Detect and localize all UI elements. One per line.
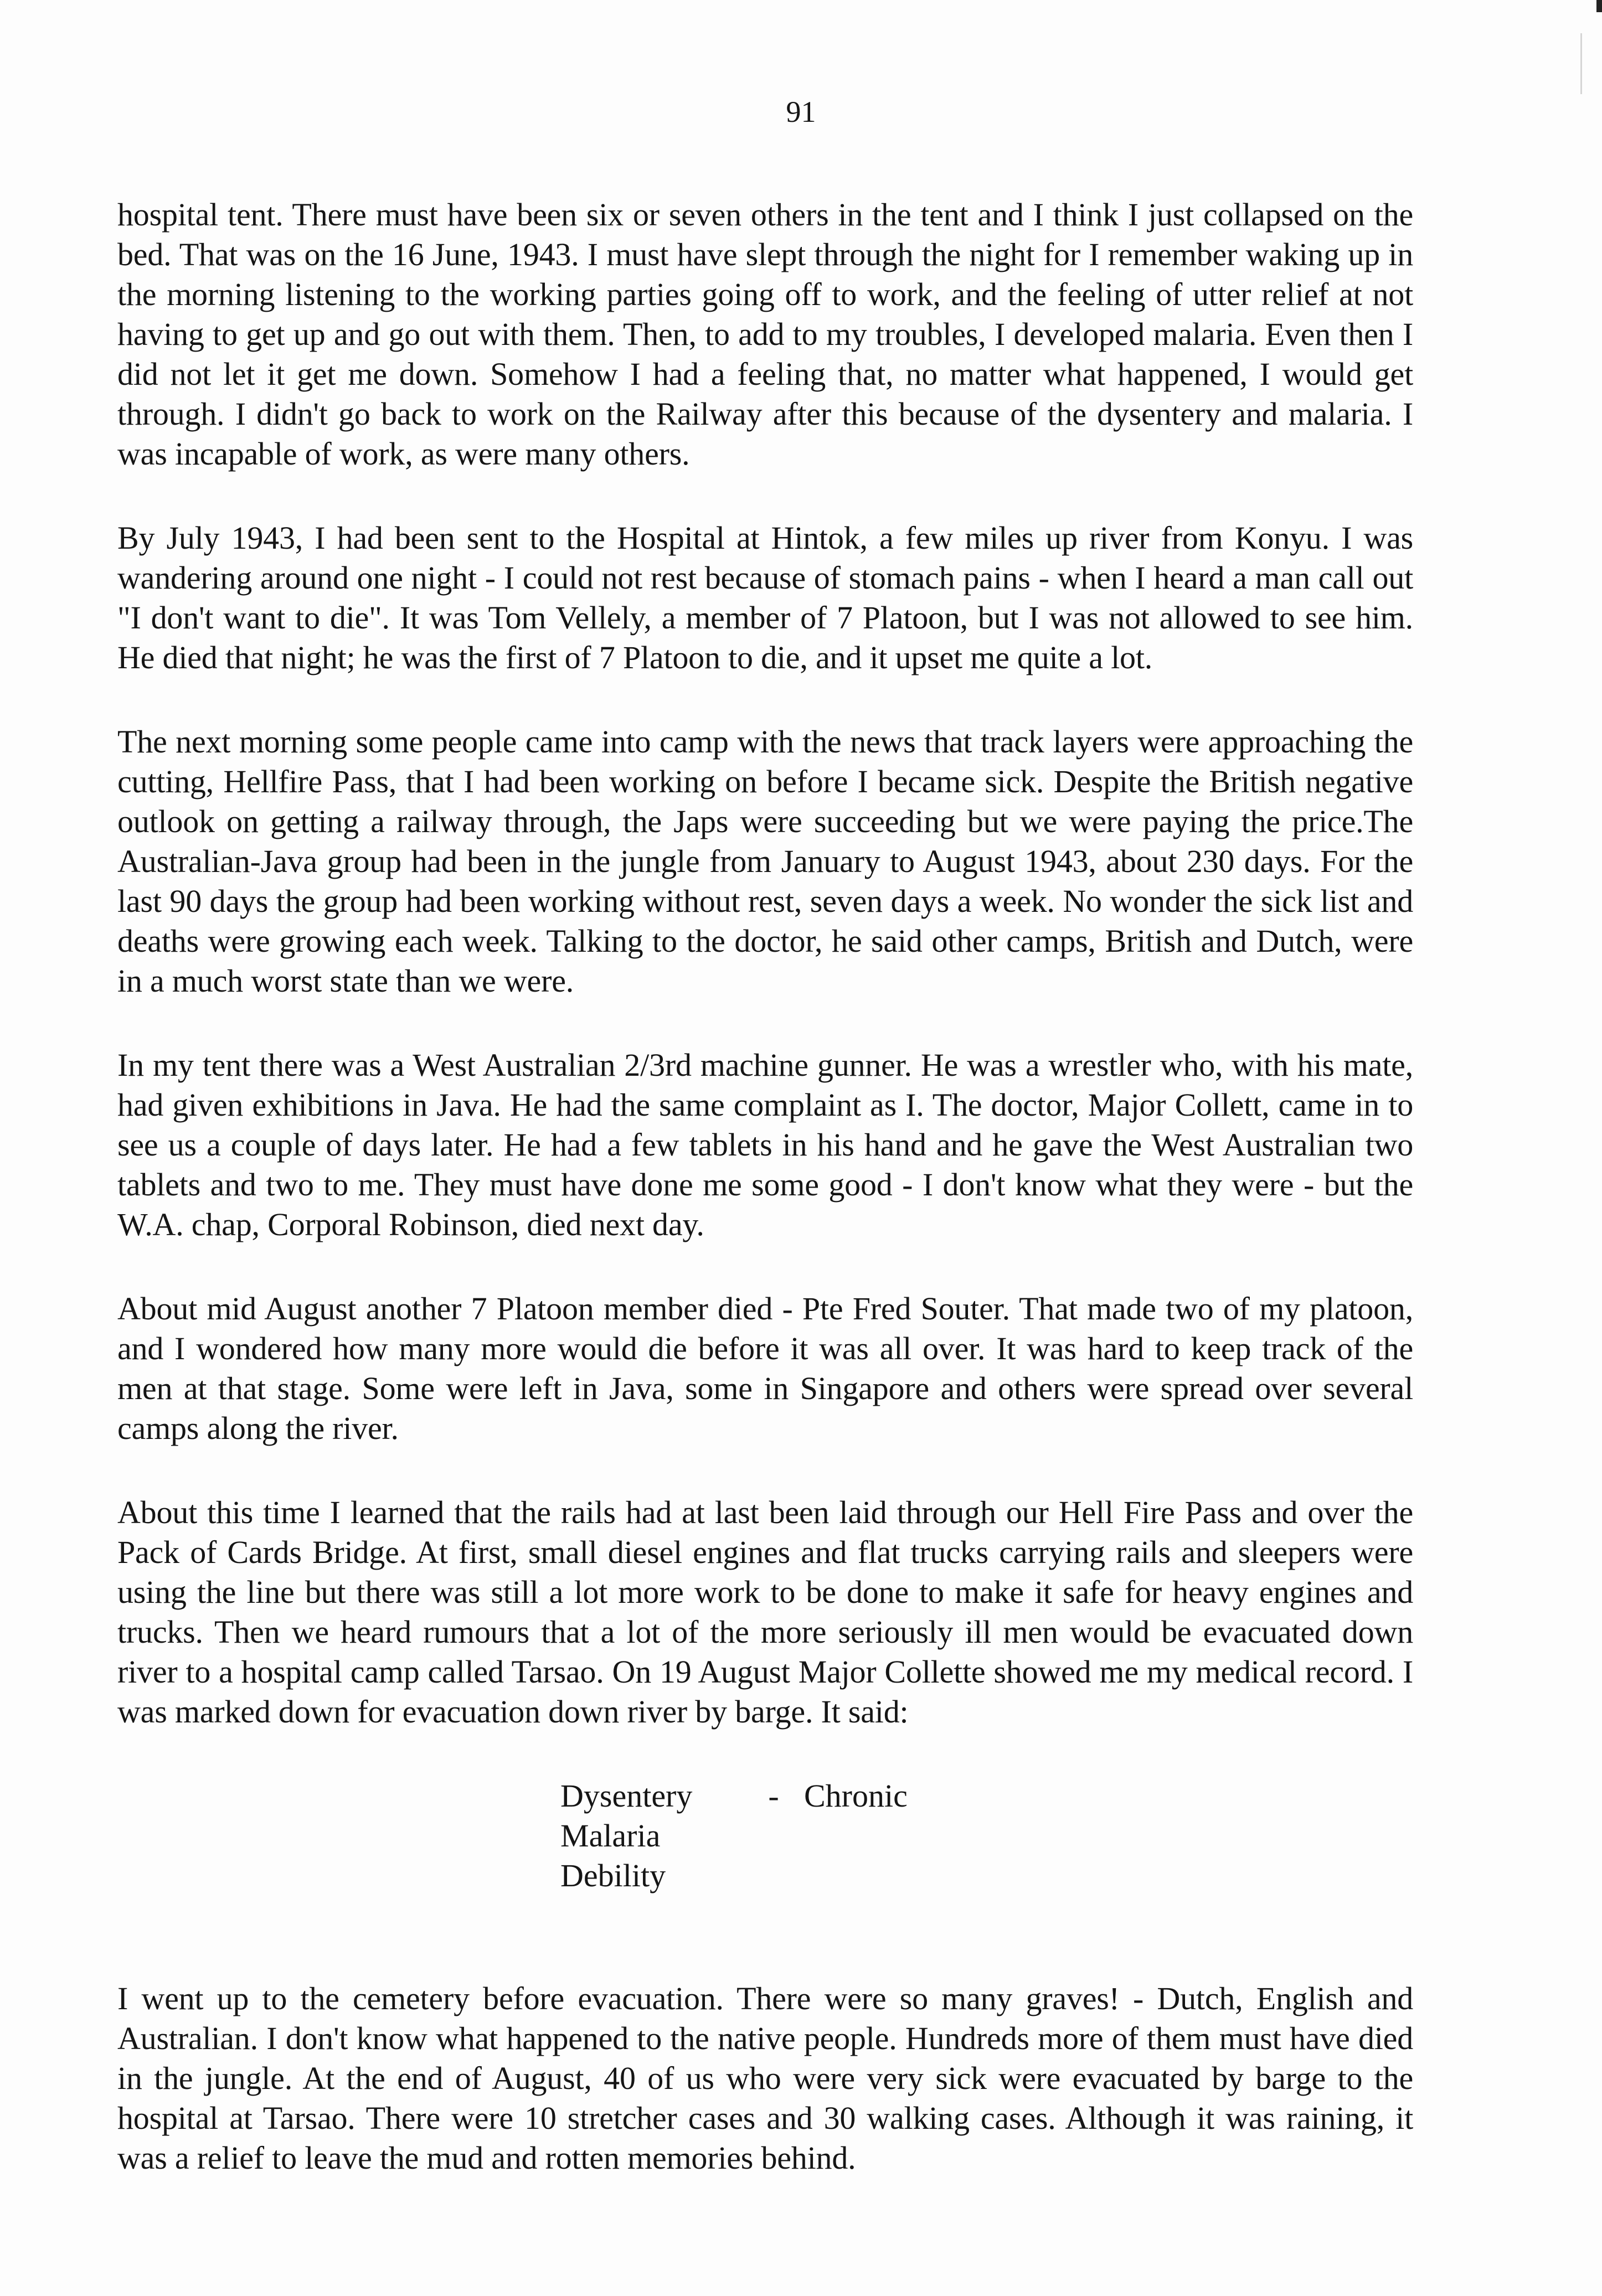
page-number: 91 xyxy=(786,95,816,128)
medical-record-row xyxy=(560,1816,1413,1856)
medical-record-malaria: Malaria xyxy=(560,1818,661,1854)
body-text xyxy=(117,195,1413,2222)
scan-edge-line xyxy=(1580,33,1582,94)
paragraph-hospital-tent: hospital tent. There must have been six or seven others in the tent and I think I just collapsed on the bed. That was on the 16 June, 1943. I must have slept through the night for I remember waking up in the morning listening to the working parties going off to work, and the feeling of utter relief at not having to get up and go out with them. Then, to add to my troubles, I developed malaria. Even then I did not let it get me down. Somehow I had a feeling that, no matter what happened, I would get through. I didn't go back to work on the Railway after this because of the dysentery and malaria. I was incapable of work, as were many others. xyxy=(117,197,1413,472)
medical-record-dysentery: Dysentery xyxy=(560,1778,693,1814)
paragraph-hintok-hospital: By July 1943, I had been sent to the Hospital at Hintok, a few miles up river from Konyu. I was wandering around one night - I could not rest because of stomach pains - when I heard a man call out "I don't want to die". It was Tom Vellely, a member of 7 Platoon, but I was not allowed to see him. He died that night; he was the first of 7 Platoon to die, and it upset me quite a lot. xyxy=(117,520,1413,675)
medical-record-row xyxy=(560,1856,1413,1896)
paragraph-evacuation-news: About this time I learned that the rails had at last been laid through our Hell Fire Pass and over the Pack of Cards Bridge. At first, small diesel engines and flat trucks carrying rails and sleepers were using the line but there was still a lot more work to be done to make it safe for heavy engines and trucks. Then we heard rumours that a lot of the more seriously ill men would be evacuated down river to a hospital camp called Tarsao. On 19 August Major Collette showed me my medical record. I was marked down for evacuation down river by barge. It said: xyxy=(117,1494,1413,1730)
medical-record-dash: - xyxy=(768,1778,779,1814)
medical-record xyxy=(560,1776,1413,1896)
paragraph-platoon-deaths: About mid August another 7 Platoon member died - Pte Fred Souter. That made two of my platoon, and I wondered how many more would die before it was all over. It was hard to keep track of the men at that stage. Some were left in Java, some in Singapore and others were spread over several camps along the river. xyxy=(117,1291,1413,1446)
paragraph-tent-mate: In my tent there was a West Australian 2/3rd machine gunner. He was a wrestler who, with his mate, had given exhibitions in Java. He had the same complaint as I. The doctor, Major Collett, came in to see us a couple of days later. He had a few tablets in his hand and he gave the West Australian two tablets and two to me. They must have done me some good - I don't know what they were - but the W.A. chap, Corporal Robinson, died next day. xyxy=(117,1047,1413,1242)
medical-record-row xyxy=(560,1776,1413,1816)
paragraph-hellfire-pass: The next morning some people came into camp with the news that track layers were approaching the cutting, Hellfire Pass, that I had been working on before I became sick. Despite the British negative outlook on getting a railway through, the Japs were succeeding but we were paying the price.The Australian-Java group had been in the jungle from January to August 1943, about 230 days. For the last 90 days the group had been working without rest, seven days a week. No wonder the sick list and deaths were growing each week. Talking to the doctor, he said other camps, British and Dutch, were in a much worst state than we were. xyxy=(117,724,1413,999)
scan-edge-mark xyxy=(1596,0,1602,12)
paragraph-cemetery: I went up to the cemetery before evacuation. There were so many graves! - Dutch, English and Australian. I don't know what happened to the native people. Hundreds more of them must have died in the jungle. At the end of August, 40 of us who were very sick were evacuated by barge to the hospital at Tarsao. There were 10 stretcher cases and 30 walking cases. Although it was raining, it was a relief to leave the mud and rotten memories behind. xyxy=(117,1980,1413,2176)
medical-record-debility: Debility xyxy=(560,1858,666,1893)
medical-record-chronic: Chronic xyxy=(804,1778,908,1814)
